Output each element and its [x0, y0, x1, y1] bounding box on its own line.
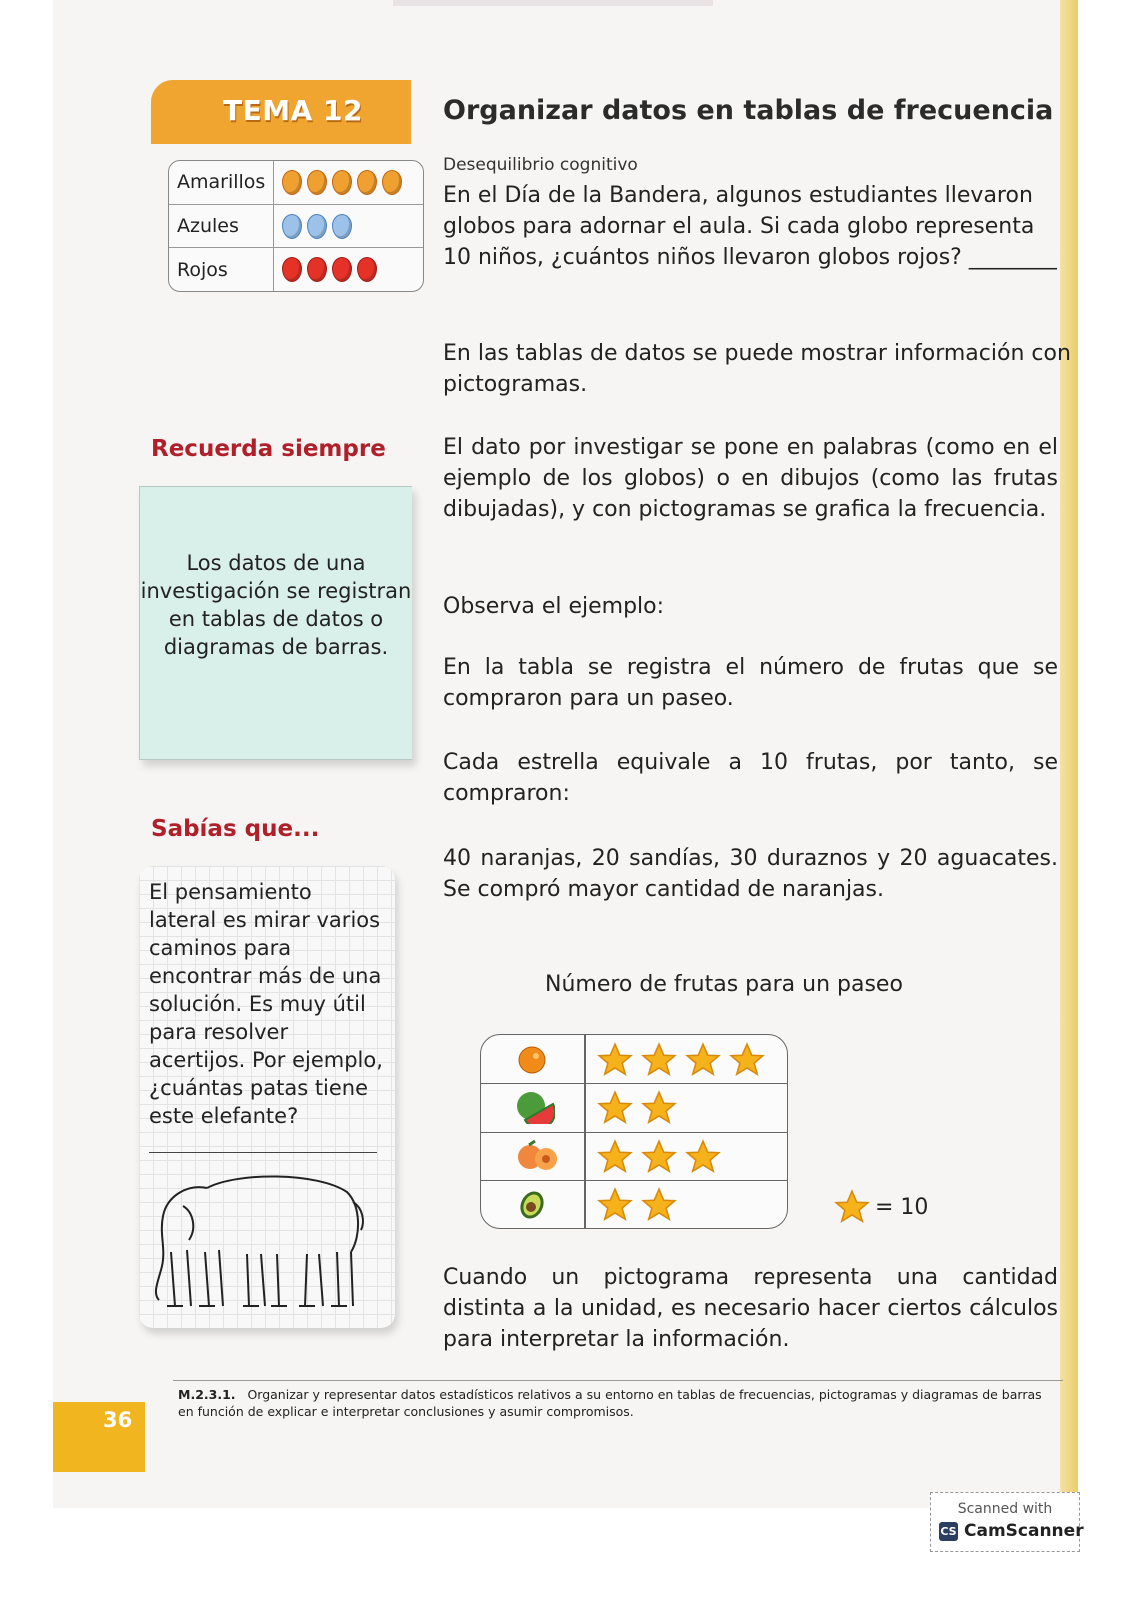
footer-standard: [178, 1386, 1058, 1420]
balloon-row: [169, 205, 423, 249]
intro-subhead: Desequilibrio cognitivo: [443, 155, 638, 175]
page-number-tab: [53, 1402, 145, 1472]
balloon-row-label: Rojos: [169, 248, 274, 291]
legend-value: = 10: [875, 1194, 929, 1220]
textbook-page: [53, 0, 1078, 1508]
star-icon: [639, 1138, 679, 1180]
balloon-icon: [307, 170, 327, 195]
star-icon: [595, 1138, 635, 1180]
pictogram-row: [481, 1035, 787, 1084]
body-paragraph-1: En las tablas de datos se puede mostrar información con pictogramas.: [443, 341, 1071, 397]
balloon-icon: [332, 214, 352, 239]
balloon-icons: [274, 248, 423, 291]
body-paragraph-2: El dato por investigar se pone en palabras (como en el ejemplo de los globos) o en dibujos (como las frutas dibujadas), y con pictogramas se grafica la frecuencia.: [443, 435, 1058, 522]
sabias-card: [139, 866, 395, 1328]
pictogram-row: [481, 1083, 787, 1132]
sabias-heading: Sabías que...: [151, 816, 320, 842]
balloon-icon: [282, 214, 302, 239]
fruit-pictogram-table: [480, 1034, 788, 1229]
pictogram-row: [481, 1180, 787, 1228]
star-icon: [639, 1041, 679, 1083]
footer-divider: [173, 1380, 1063, 1381]
peach-icon: [515, 1139, 549, 1173]
balloon-icon: [357, 257, 377, 282]
camscanner-stamp: [930, 1492, 1084, 1552]
balloon-row-label: Amarillos: [169, 161, 274, 205]
body-paragraph-4: En la tabla se registra el número de frutas que se compraron para un paseo.: [443, 655, 1058, 711]
star-icon: [595, 1186, 635, 1228]
body-paragraph-5: Cada estrella equivale a 10 frutas, por tanto, se compraron:: [443, 750, 1058, 806]
pictogram-legend: [833, 1188, 928, 1226]
balloon-icon: [282, 170, 302, 195]
star-group: [595, 1089, 679, 1131]
page-top-shadow: [393, 0, 713, 6]
intro-text: En el Día de la Bandera, algunos estudiantes llevaron globos para adornar el aula. Si cada globo representa 10 niños, ¿cuántos niños llevaron globos rojos? ________: [443, 183, 1057, 270]
balloon-icon: [282, 257, 302, 282]
elephant-illusion-icon: [147, 1166, 373, 1316]
page-title: Organizar datos en tablas de frecuencia: [443, 95, 1054, 126]
sabias-text: El pensamiento lateral es mirar varios caminos para encontrar más de una solución. Es muy útil para resolver acertijos. Por ejemplo, ¿cuántas patas tiene este elefante?: [149, 880, 383, 1128]
star-icon: [639, 1089, 679, 1131]
balloon-icon: [332, 257, 352, 282]
recuerda-text: Los datos de una investigación se registran en tablas de datos o diagramas de barras.: [140, 551, 412, 659]
balloon-row: [169, 161, 423, 205]
tema-badge: [151, 80, 411, 144]
balloon-table: [168, 160, 424, 292]
body-paragraph-3: Observa el ejemplo:: [443, 594, 665, 619]
star-icon: [683, 1041, 723, 1083]
star-group: [595, 1138, 723, 1180]
footer-text: Organizar y representar datos estadísticos relativos a su entorno en tablas de frecuencias, pictogramas y diagramas de barras en función de explicar e interpretar conclusiones y asumir compromisos.: [178, 1387, 1042, 1419]
balloon-row-label: Azules: [169, 205, 274, 249]
answer-line: [149, 1152, 377, 1153]
balloon-icons: [274, 205, 423, 249]
orange-icon: [515, 1042, 549, 1076]
body-paragraph-7: Cuando un pictograma representa una cantidad distinta a la unidad, es necesario hacer ciertos cálculos para interpretar la información.: [443, 1265, 1058, 1352]
camscanner-logo-icon: CS: [939, 1522, 958, 1541]
balloon-icons: [274, 161, 423, 205]
watermelon-icon: [515, 1090, 549, 1124]
stamp-brand: CamScanner: [964, 1521, 1084, 1541]
star-icon: [727, 1041, 767, 1083]
stamp-caption: Scanned with: [957, 1501, 1053, 1517]
balloon-icon: [307, 257, 327, 282]
body-paragraph-6: 40 naranjas, 20 sandías, 30 duraznos y 20 aguacates. Se compró mayor cantidad de naranjas.: [443, 846, 1058, 902]
pictogram-row: [481, 1132, 787, 1181]
page-number: 36: [103, 1408, 133, 1432]
star-icon: [639, 1186, 679, 1228]
balloon-icon: [382, 170, 402, 195]
recuerda-note: [139, 486, 412, 760]
star-icon: [833, 1188, 871, 1226]
star-group: [595, 1186, 679, 1228]
balloon-icon: [357, 170, 377, 195]
recuerda-heading: Recuerda siempre: [151, 436, 386, 462]
avocado-icon: [515, 1187, 549, 1221]
balloon-row: [169, 248, 423, 291]
star-icon: [595, 1089, 635, 1131]
footer-code: M.2.3.1.: [178, 1387, 236, 1402]
tema-label: TEMA 12: [223, 94, 363, 127]
star-group: [595, 1041, 767, 1083]
pictogram-title: Número de frutas para un paseo: [545, 972, 903, 997]
balloon-icon: [332, 170, 352, 195]
balloon-icon: [307, 214, 327, 239]
star-icon: [683, 1138, 723, 1180]
star-icon: [595, 1041, 635, 1083]
